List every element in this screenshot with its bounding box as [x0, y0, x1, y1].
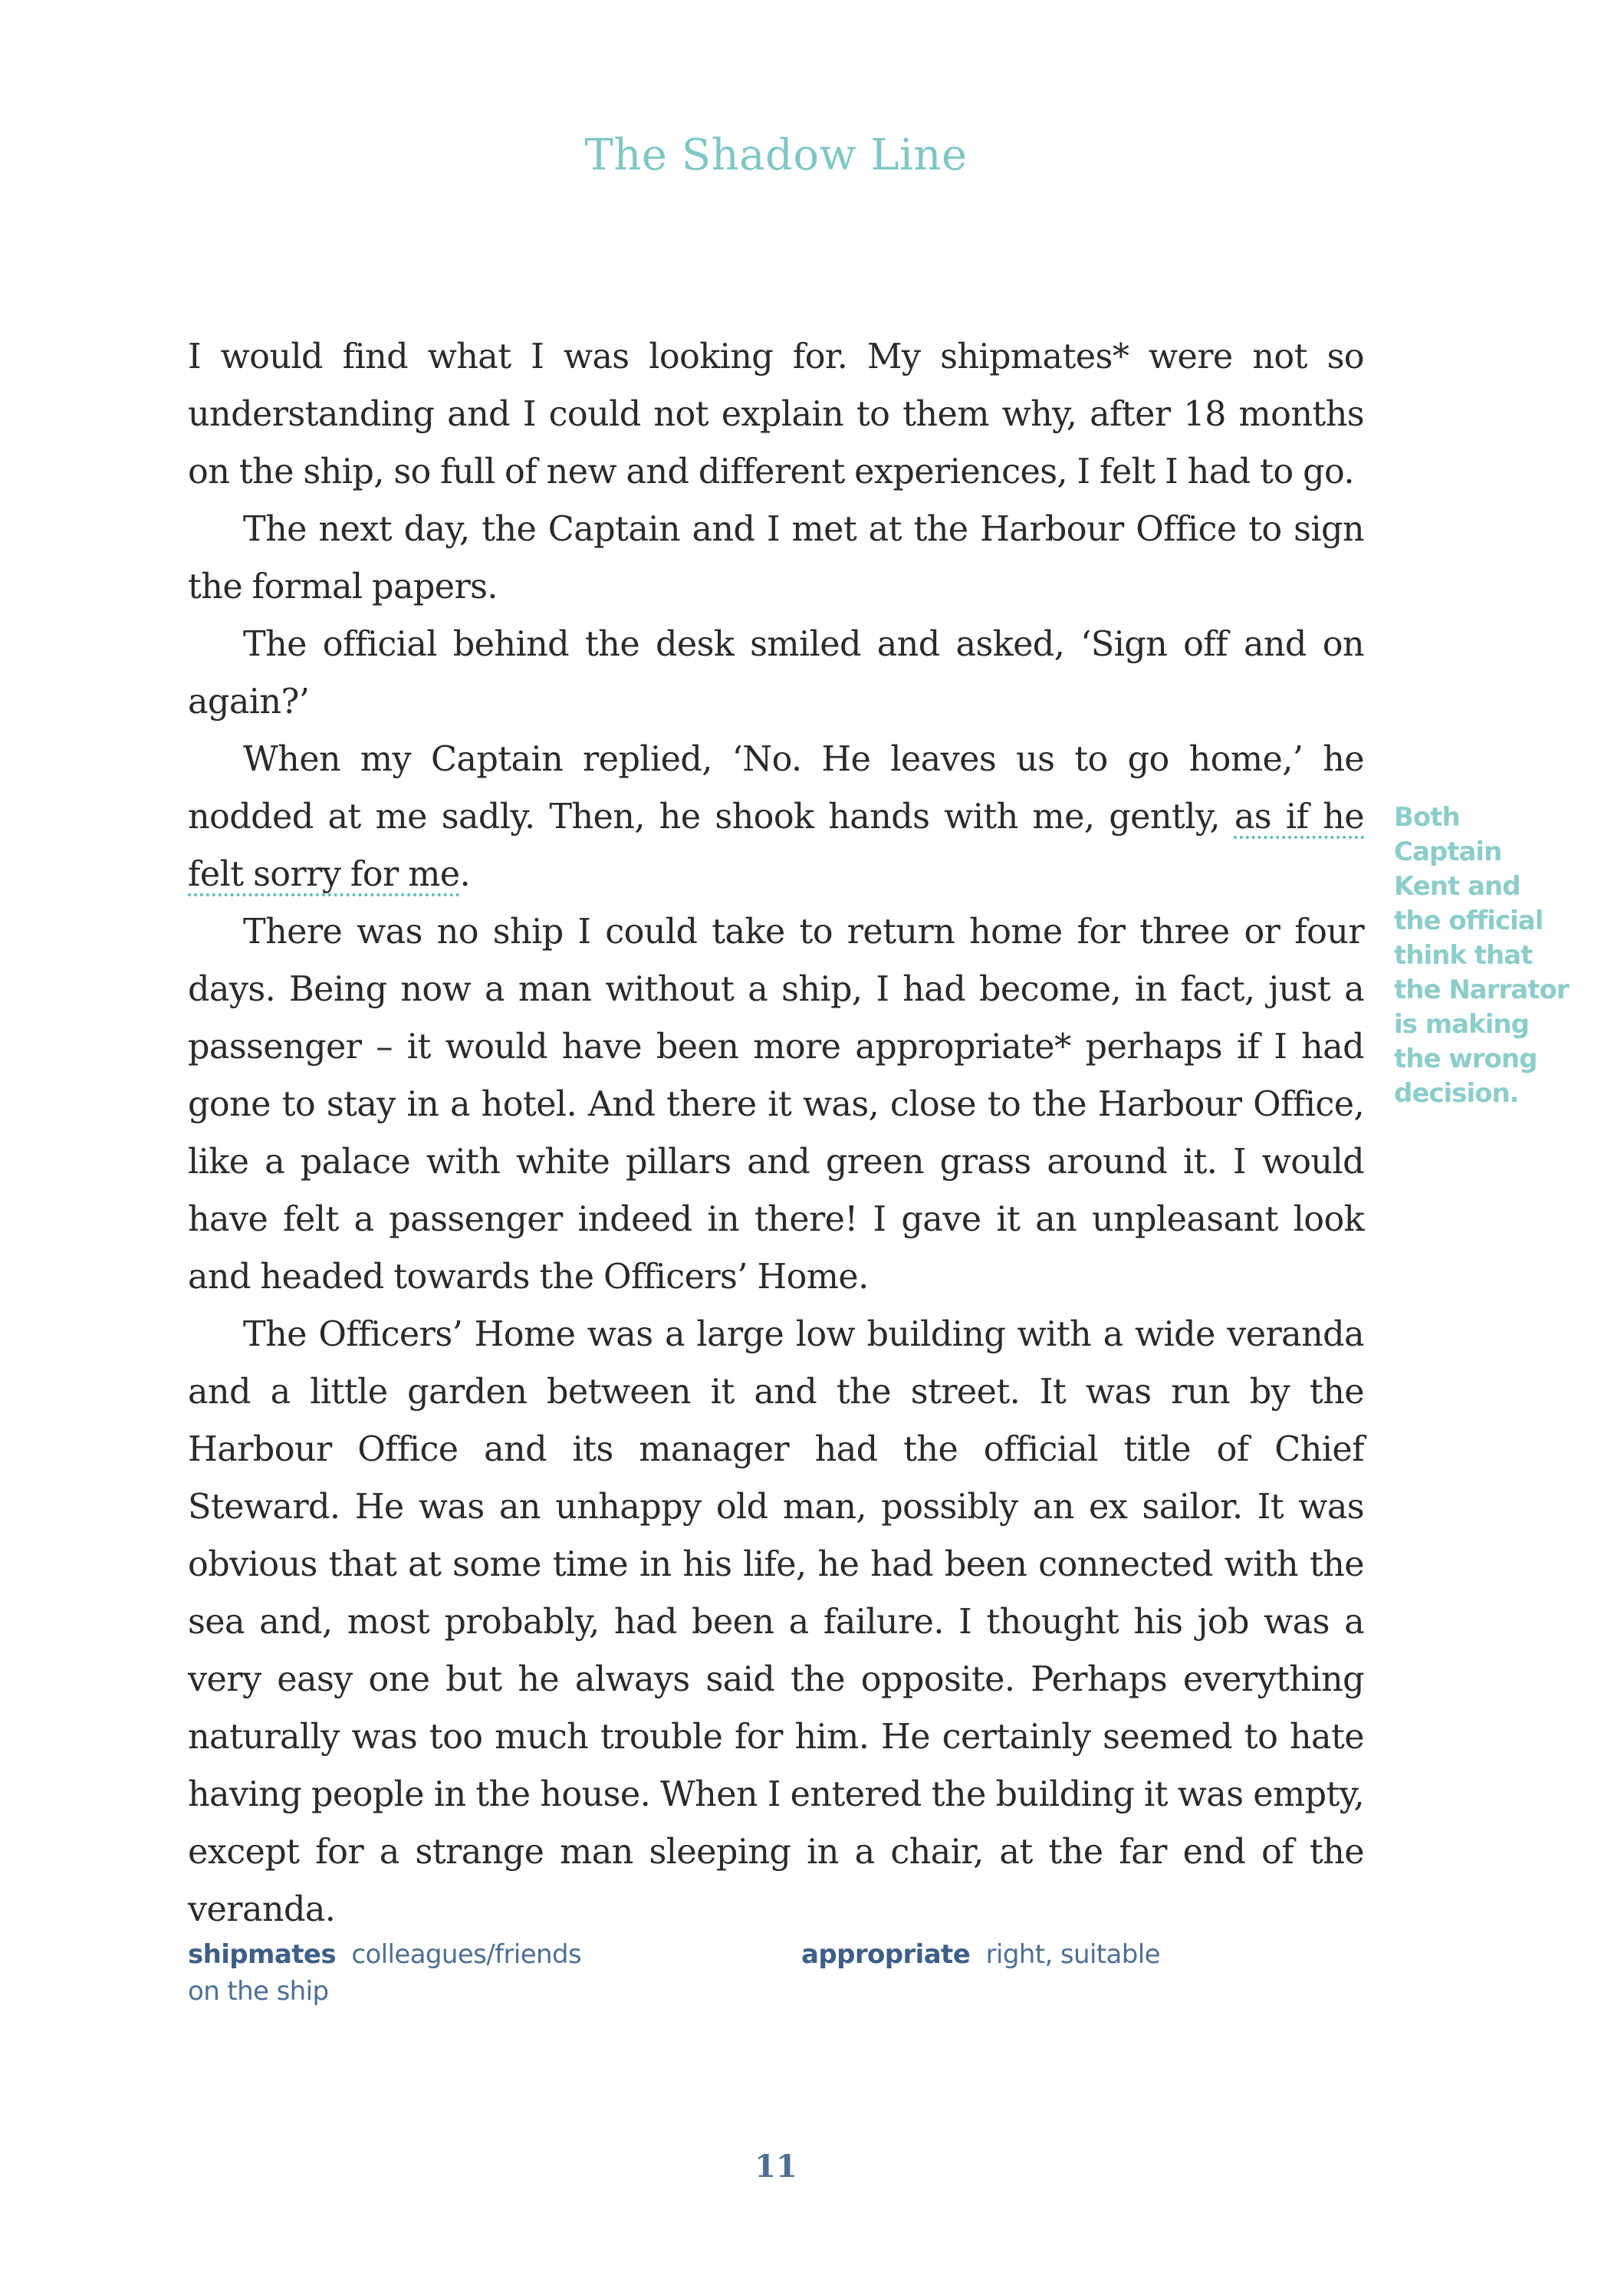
- paragraph-5: There was no ship I could take to return home for three or four days. Being now a man without a ship, I had become, in fact, just a passenger – it would have been more appropriate* perhaps if I had gone to stay in a hotel. And there it was, close to the Harbour Office, like a palace with white pillars and green grass around it. I would have felt a passenger indeed in there! I gave it an unpleasant look and headed towards the Officers’ Home.: [188, 912, 1364, 1297]
- glossary-definition: colleagues/friends on the ship: [188, 1939, 582, 2007]
- glossary-definition: right, suitable: [985, 1939, 1160, 1970]
- glossary-entry-shipmates: [188, 1936, 602, 2010]
- glossary-term: shipmates: [188, 1939, 336, 1970]
- running-head-title: The Shadow Line: [584, 130, 968, 180]
- glossary-term: appropriate: [801, 1939, 971, 1970]
- paragraph-4-end: .: [459, 855, 471, 894]
- page-number: 11: [754, 2149, 797, 2185]
- paragraph-4: [188, 731, 1364, 903]
- margin-note: Both Captain Kent and the official think that the Narrator is making the wrong decision.: [1394, 802, 1569, 1109]
- glossary-entry-appropriate: [801, 1936, 1261, 1973]
- highlighted-phrase: as if he felt sorry for me: [188, 797, 1364, 894]
- paragraph-2: The next day, the Captain and I met at the Harbour Office to sign the formal papers.: [188, 510, 1364, 607]
- paragraph-1: I would find what I was looking for. My shipmates* were not so understanding and I could not explain to them why, after 18 months on the ship, so full of new and different experiences, I felt I had to go.: [188, 337, 1364, 492]
- main-text: [188, 328, 1364, 1938]
- paragraph-4-text: When my Captain replied, ‘No. He leaves us to go home,’ he nodded at me sadly. Then, he shook hands with me, gently,: [188, 740, 1364, 837]
- paragraph-3: The official behind the desk smiled and asked, ‘Sign off and on again?’: [188, 625, 1364, 722]
- paragraph-6: The Officers’ Home was a large low building with a wide veranda and a little garden between it and the street. It was run by the Harbour Office and its manager had the official title of Chief Steward. He was an unhappy old man, possibly an ex sailor. It was obvious that at some time in his life, he had been connected with the sea and, most probably, had been a failure. I thought his job was a very easy one but he always said the opposite. Perhaps everything naturally was too much trouble for him. He certainly seemed to hate having people in the house. When I entered the building it was empty, except for a strange man sleeping in a chair, at the far end of the veranda.: [188, 1315, 1364, 1929]
